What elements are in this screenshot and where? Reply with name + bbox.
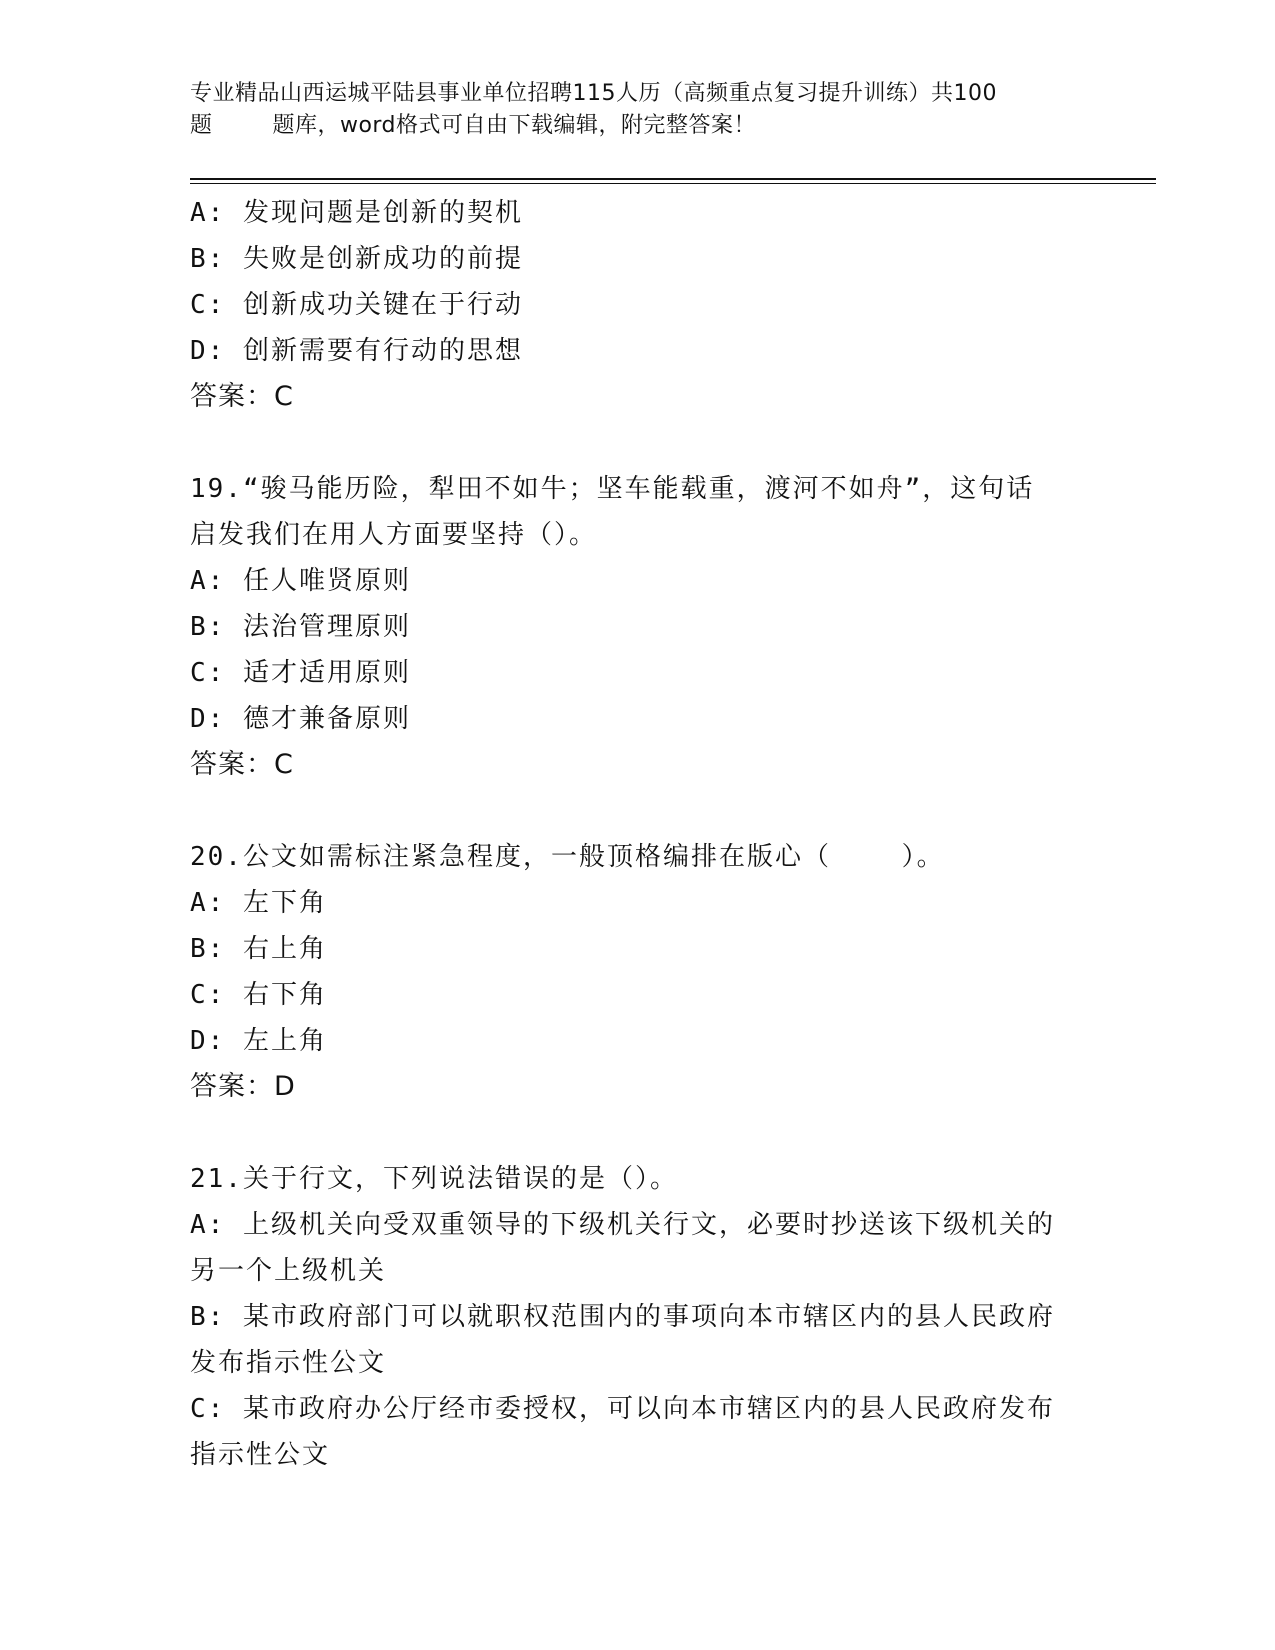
question-18 [190,190,1090,420]
option-a: A: 发现问题是创新的契机 [190,198,523,228]
header-title-line2: 题 题库，word格式可自由下载编辑，附完整答案！ [190,113,757,138]
question-stem: 20.公文如需标注紧急程度，一般顶格编排在版心（ ）。 [190,842,945,872]
header-title-line1: 专业精品山西运城平陆县事业单位招聘115人历（高频重点复习提升训练）共100 [190,81,997,106]
answer: 答案：D [190,1071,296,1102]
question-list [190,190,1090,1478]
question-stem-line1: 19.“骏马能历险，犁田不如牛；坚车能载重，渡河不如舟”，这句话 [190,474,1035,504]
option-b-line1: B: 某市政府部门可以就职权范围内的事项向本市辖区内的县人民政府 [190,1302,1055,1332]
question-stem-line2: 启发我们在用人方面要坚持（）。 [190,520,598,550]
question-stem: 21.关于行文，下列说法错误的是（）。 [190,1164,678,1194]
option-b-line2: 发布指示性公文 [190,1348,387,1378]
spacer [190,788,1090,834]
option-c: C: 右下角 [190,980,327,1010]
option-a-line2: 另一个上级机关 [190,1256,387,1286]
option-c: C: 适才适用原则 [190,658,411,688]
option-d: D: 德才兼备原则 [190,704,411,734]
answer: 答案：C [190,749,294,780]
option-b: B: 法治管理原则 [190,612,411,642]
option-c: C: 创新成功关键在于行动 [190,290,523,320]
spacer [190,420,1090,466]
answer: 答案：C [190,381,294,412]
option-c-line2: 指示性公文 [190,1440,331,1470]
option-a-line1: A: 上级机关向受双重领导的下级机关行文，必要时抄送该下级机关的 [190,1210,1055,1240]
document-header [190,78,1090,142]
header-rule-thin [190,183,1156,184]
option-c-line1: C: 某市政府办公厅经市委授权，可以向本市辖区内的县人民政府发布 [190,1394,1055,1424]
option-b: B: 右上角 [190,934,327,964]
option-d: D: 创新需要有行动的思想 [190,336,523,366]
spacer [190,1110,1090,1156]
question-19 [190,466,1090,788]
option-a: A: 任人唯贤原则 [190,566,411,596]
option-d: D: 左上角 [190,1026,327,1056]
question-21 [190,1156,1090,1478]
question-20 [190,834,1090,1110]
option-b: B: 失败是创新成功的前提 [190,244,523,274]
option-a: A: 左下角 [190,888,327,918]
header-rule-thick [190,178,1156,180]
